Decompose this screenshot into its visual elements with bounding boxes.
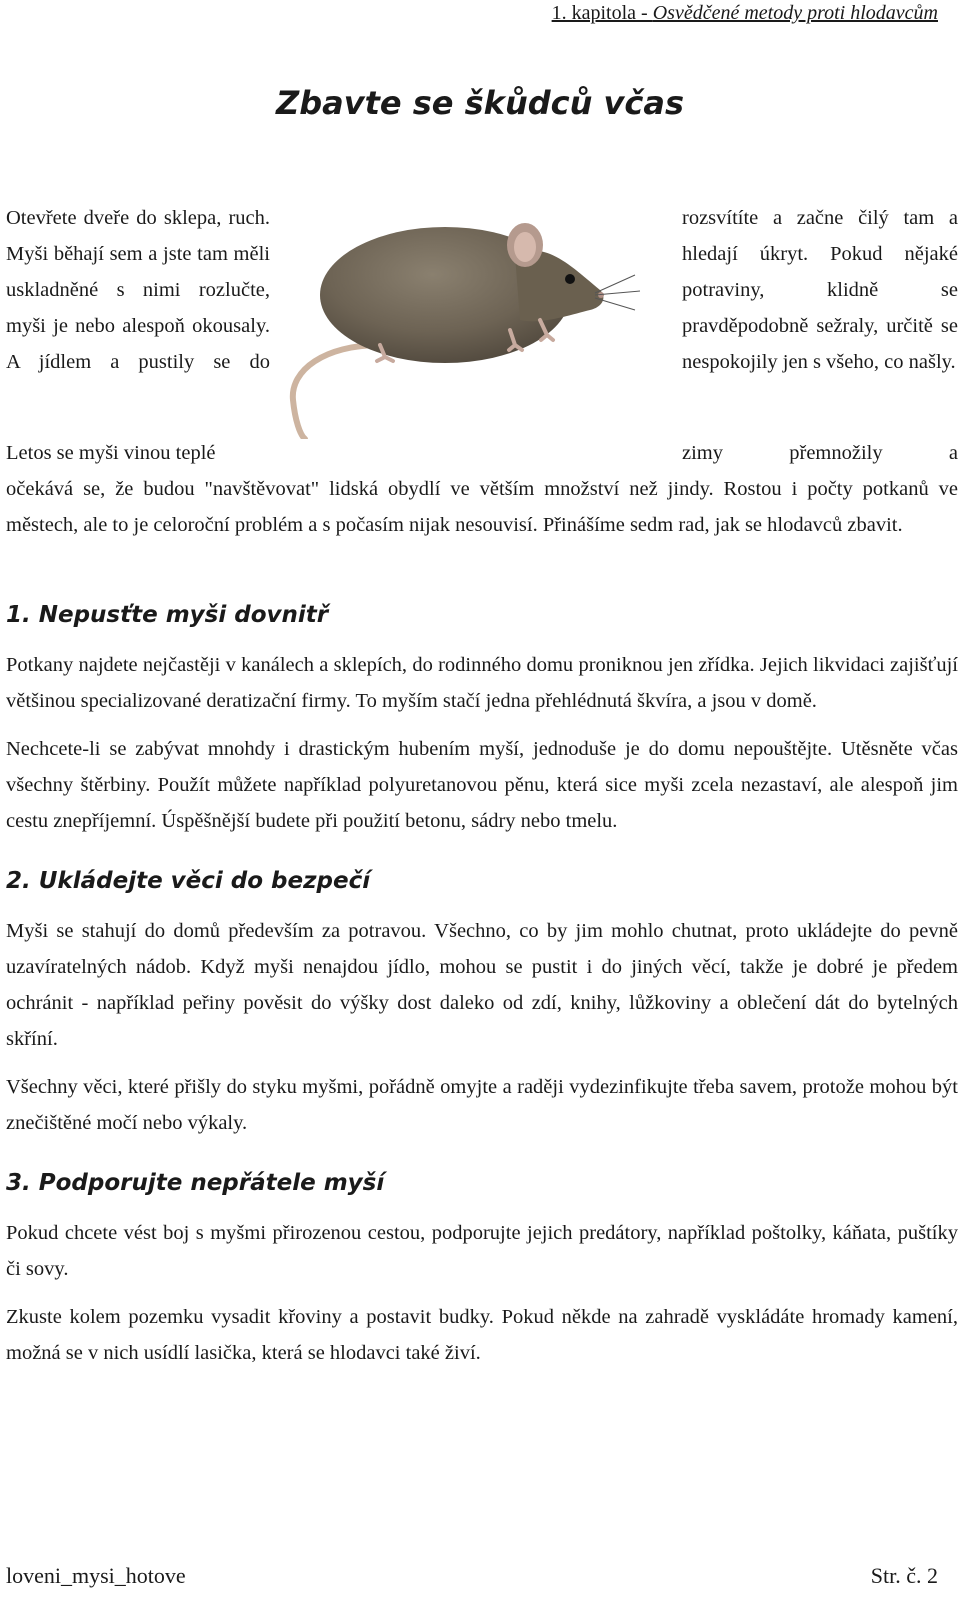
letos-word-3: a [948,442,958,464]
section-paragraph: Potkany najdete nejčastěji v kanálech a sklepích, do rodinného domu proniknou jen zřídka. Jejich likvidaci zajišťují většinou specializované deratizační firmy. To myším stačí jedna přehlédnutá škvíra, a jsou v domě. [6,654,958,712]
intro-text-left: Otevřete dveře do sklepa, ruch. Myši běhají sem a jste tam měli uskladněné s nimi rozlučte, myši je nebo alespoň okousaly. A jídlem a pustily se do [6,207,270,373]
intro-continuation-text: očekává se, že budou "navštěvovat" lidská obydlí ve větším množství než jindy. Rostou i počty potkanů ve městech, ale to je celoroční problém a s počasím nijak nesouvisí. Přinášíme sedm rad, jak se hlodavců zbavit. [6,478,958,536]
section-heading: 1. Nepusťte myši dovnitř [6,602,329,628]
intro-text-right: rozsvítíte a začne čilý tam a hledají úkryt. Pokud nějaké potraviny, klidně se pravděpodobně sežraly, určitě se nespokojily jen s všeho, co našly. [682,207,958,373]
section-paragraph: Všechny věci, které přišly do styku myšmi, pořádně omyjte a raději vydezinfikujte třeba savem, protože mohou být znečištěné močí nebo výkaly. [6,1076,958,1134]
section-heading: 2. Ukládejte věci do bezpečí [6,868,371,894]
mouse-illustration [285,195,677,439]
letos-word-1: zimy [682,442,723,464]
chapter-prefix: 1. kapitola - [551,2,653,24]
section-paragraph: Myši se stahují do domů především za potravou. Všechno, co by jim mohlo chutnat, proto ukládejte do pevně uzavíratelných nádob. Když myši nenajdou jídlo, mohou se pustit i do jiných věcí, takže je dobré je předem ochránit - například peřiny pověsit do výšky dost daleko od zdí, knihy, lůžkoviny a oblečení dát do bytelných skříní. [6,920,958,1050]
letos-left: Letos se myši vinou teplé [6,442,216,464]
section-paragraph: Nechcete-li se zabývat mnohdy i drastickým hubením myší, jednoduše je do domu nepouštějte. Utěsněte včas všechny štěrbiny. Použít můžete například polyuretanovou pěnu, která sice myši zcela nezastaví, ale alespoň jim cestu znepříjemní. Úspěšnější budete při použití betonu, sádry nebo tmelu. [6,738,958,832]
section-3 [6,1166,958,1371]
article-sections [6,598,958,1371]
section-heading: 3. Podporujte nepřátele myší [6,1170,385,1196]
section-2 [6,864,958,1141]
section-paragraph: Pokud chcete vést boj s myšmi přirozenou cestou, podporujte jejich predátory, například poštolky, káňata, puštíky či sovy. [6,1222,958,1280]
section-paragraph: Zkuste kolem pozemku vysadit křoviny a postavit budky. Pokud někde na zahradě vyskládáte hromady kamení, možná se v nich usídlí lasička, která se hlodavci také živí. [6,1306,958,1364]
running-header [552,2,938,25]
footer-filename: loveni_mysi_hotove [6,1563,186,1588]
letos-line [6,435,958,471]
letos-right [682,435,958,471]
page-title: Zbavte se škůdců včas [276,84,684,122]
chapter-title: Osvědčené metody proti hlodavcům [652,2,938,24]
intro-continuation [6,435,958,543]
footer-page-number: Str. č. 2 [870,1563,938,1588]
section-1 [6,598,958,839]
letos-word-2: přemnožily [789,442,883,464]
